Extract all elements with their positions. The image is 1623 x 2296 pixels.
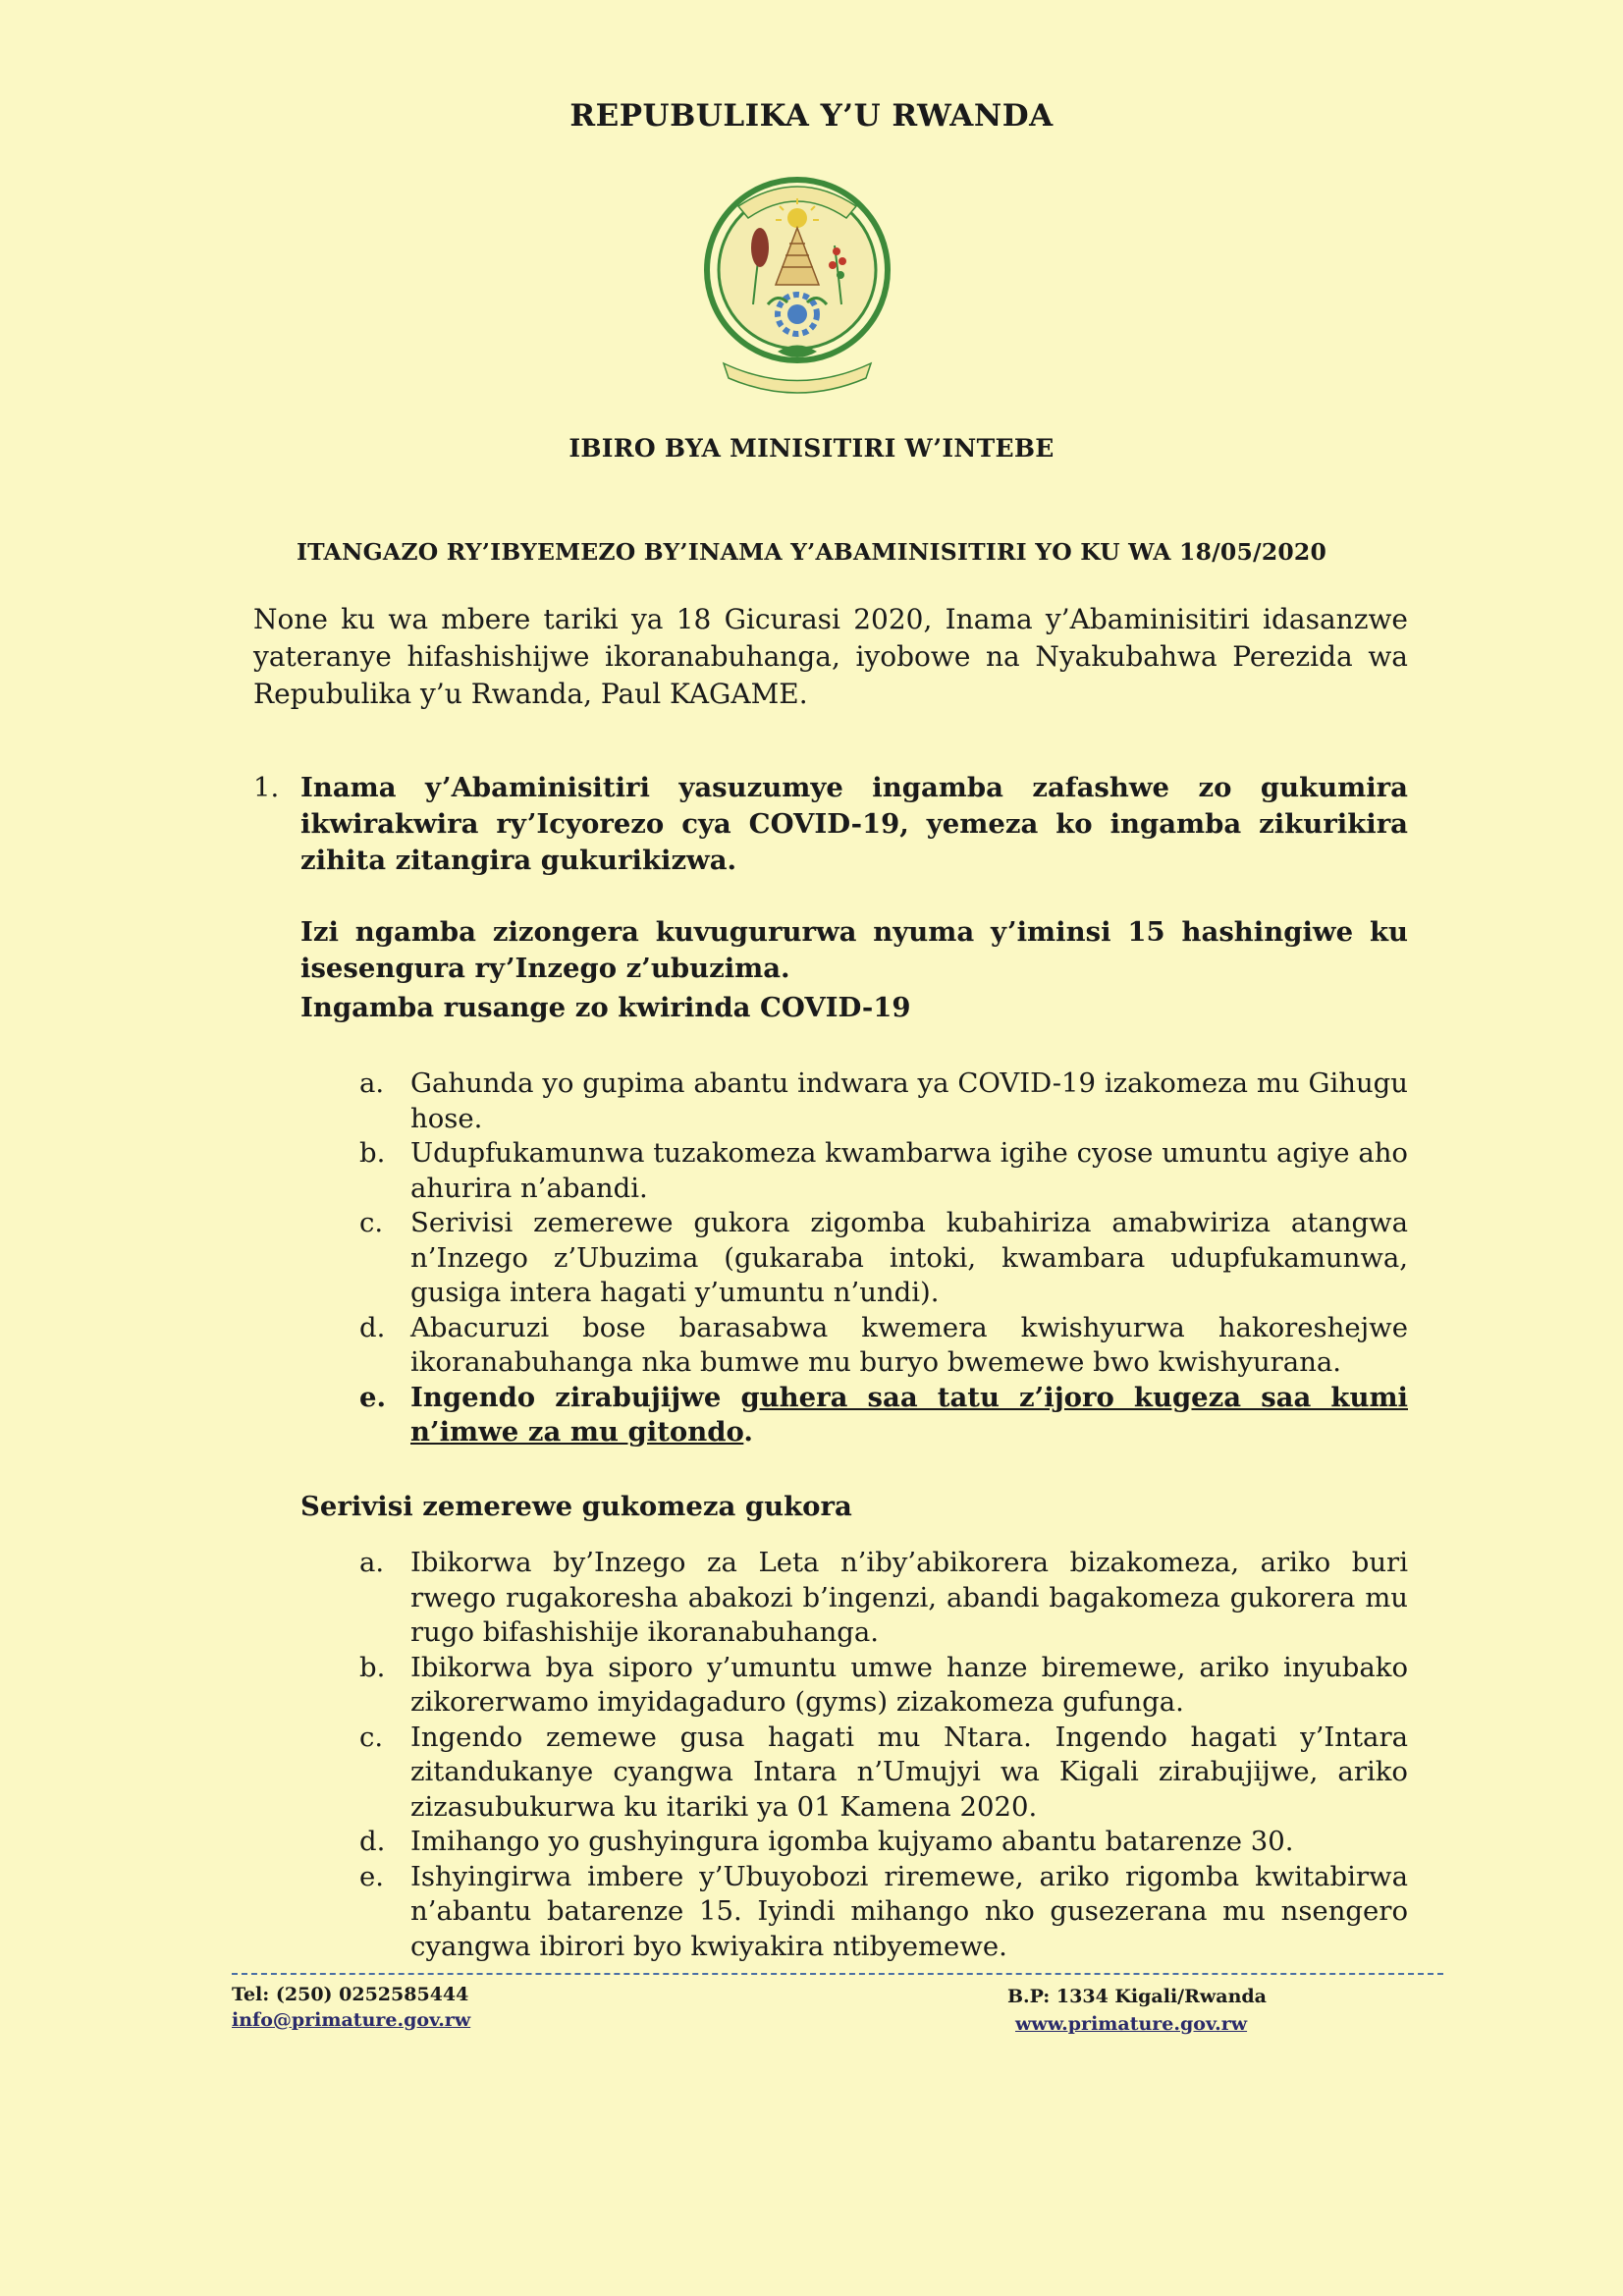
list-item: e. Ishyingirwa imbere y’Ubuyobozi riremewe, ariko rigomba kwitabirwa n’abantu batarenze 15. Iyindi mihango nko gusezerana mu nsengero cyangwa ibirori byo kwiyakira ntibyemewe. [359,1860,1408,1962]
list-item: b. Ibikorwa bya siporo y’umuntu umwe hanze biremewe, ariko inyubako zikorerwamo imyidagaduro (gyms) zizakomeza gufunga. [359,1651,1408,1718]
list-item: d. Abacuruzi bose barasabwa kwemera kwishyurwa hakoreshejwe ikoranabuhanga nka bumwe mu buryo bwemewe bwo kwishyurana. [359,1311,1408,1378]
footer-email-link[interactable]: info@primature.gov.rw [232,2009,471,2031]
list-item: a. Ibikorwa by’Inzego za Leta n’iby’abikorera bizakomeza, ariko buri rwego rugakoresha abakozi b’ingenzi, abandi bagakomeza gukorera mu rugo bifashishije ikoranabuhanga. [359,1547,1408,1648]
item-1-paragraph-2: Izi ngamba zizongera kuvugururwa nyuma y’iminsi 15 hashingiwe ku isesengura ry’Inzego z’ubuzima. [300,916,1408,984]
statement-title: ITANGAZO RY’IBYEMEZO BY’INAMA Y’ABAMINISITIRI YO KU WA 18/05/2020 [296,538,1327,566]
item-number: 1. [253,772,280,803]
list-item: d. Imihango yo gushyingura igomba kujyamo abantu batarenze 30. [359,1826,1294,1857]
item-1-paragraph-1: Inama y’Abaminisitiri yasuzumye ingamba zafashwe zo gukumira ikwirakwira ry’Icyorezo cya COVID-19, yemeza ko ingamba zikurikira zihita zitangira gukurikizwa. [300,772,1408,876]
office-title: IBIRO BYA MINISITIRI W’INTEBE [568,434,1055,463]
general-measures-list [359,1066,1408,1450]
footer-po-box: B.P: 1334 Kigali/Rwanda [1007,1986,1267,2007]
coat-of-arms-icon [699,167,895,403]
list-item: c. Serivisi zemerewe gukora zigomba kubahiriza amabwiriza atangwa n’Inzego z’Ubuzima (gukaraba intoki, kwambara udupfukamunwa, gusiga intera hagati y’umuntu n’undi). [359,1207,1408,1308]
list-item: a. Gahunda yo gupima abantu indwara ya COVID-19 izakomeza mu Gihugu hose. [359,1067,1408,1134]
footer-divider [232,1973,1443,1975]
footer-website-link[interactable]: www.primature.gov.rw [1015,2013,1248,2035]
list-item: c. Ingendo zemewe gusa hagati mu Ntara. Ingendo hagati y’Intara zitandukanye cyangwa Intara n’Umujyi wa Kigali zirabujijwe, ariko zizasubukurwa ku itariki ya 01 Kamena 2020. [359,1721,1408,1823]
permitted-services-list [359,1546,1408,1964]
list-item: b. Udupfukamunwa tuzakomeza kwambarwa igihe cyose umuntu agiye aho ahurira n’abandi. [359,1137,1408,1204]
section-heading-general-measures: Ingamba rusange zo kwirinda COVID-19 [300,992,911,1023]
footer-telephone: Tel: (250) 0252585444 [232,1984,469,2005]
republic-title: REPUBULIKA Y’U RWANDA [569,98,1054,134]
section-heading-permitted-services: Serivisi zemerewe gukomeza gukora [300,1491,852,1522]
list-item-curfew: e. Ingendo zirabujijwe guhera saa tatu z’ijoro kugeza saa kumi n’imwe za mu gitondo. [359,1381,1409,1448]
intro-paragraph: None ku wa mbere tariki ya 18 Gicurasi 2020, Inama y’Abaminisitiri idasanzwe yateranye hifashishijwe ikoranabuhanga, iyobowe na Nyakubahwa Perezida wa Repubulika y’u Rwanda, Paul KAGAME. [253,603,1408,710]
numbered-item-1 [253,770,1408,987]
